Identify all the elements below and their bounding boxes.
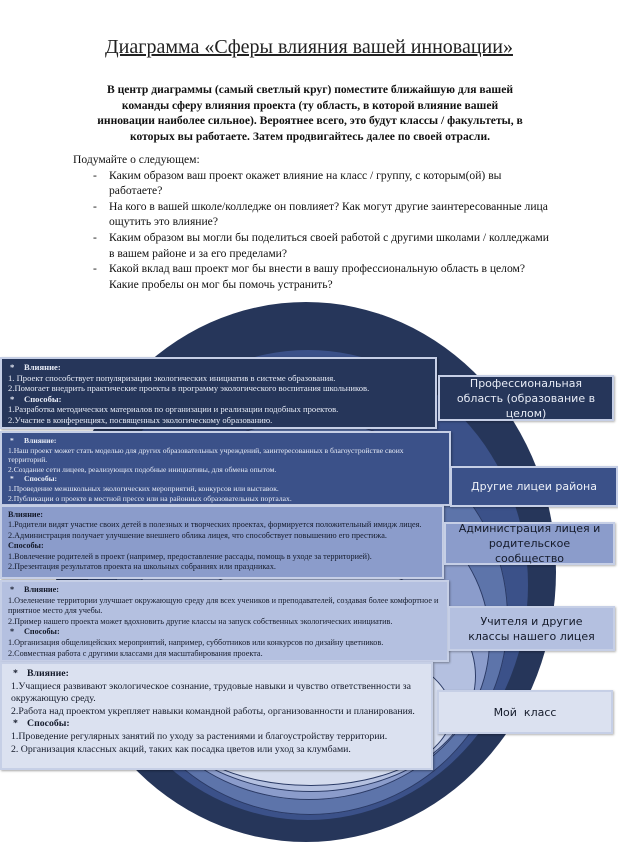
sphere-box-administration bbox=[0, 505, 444, 579]
influence-item: 1.Озеленение территории улучшает окружающую среду для всех учеников и преподавателей, создавая более комфортное и приятное место для учебы. bbox=[8, 595, 439, 616]
method-item: 1.Вовлечение родителей в проект (например, предоставление рассады, помощь в уходе за территорией). bbox=[8, 551, 372, 561]
intro-paragraph: В центр диаграммы (самый светлый круг) поместите ближайшую для вашей команды сферу влияния проекта (ту область, в которой влияние вашей инновации наиболее сильное). Вероятнее всего, это будут классы / факультеты, в которых вы работаете. Затем продвигайтесь далее по своей отрасли. bbox=[97, 83, 523, 143]
influence-item: 2.Пример нашего проекта может вдохновить другие классы на запуск собственных экологических инициатив. bbox=[8, 616, 393, 626]
methods-heading: * Способы: bbox=[13, 718, 70, 730]
influence-heading: * Влияние: bbox=[10, 436, 57, 445]
influence-heading: * Влияние: bbox=[10, 362, 61, 372]
think-heading: Подумайте о следующем: bbox=[73, 153, 200, 166]
influence-heading: * Влияние: bbox=[13, 668, 69, 679]
label-district-lyceums: Другие лицеи района bbox=[450, 466, 618, 507]
methods-heading: * Способы: bbox=[10, 474, 58, 484]
method-item: 2.Участие в конференциях, посвященных экологическому образованию. bbox=[8, 414, 273, 425]
method-item: 2.Совместная работа с другими классами для масштабирования проекта. bbox=[8, 648, 263, 658]
method-item: 2. Организация классных акций, таких как посадка цветов или уход за клумбами. bbox=[11, 743, 351, 755]
influence-item: 1. Проект способствует популяризации экологических инициатив в системе образования. bbox=[8, 372, 336, 383]
question-item: - Каким образом вы могли бы поделиться своей работой с другими школами / колледжами в вашем районе и за его пределами? bbox=[93, 230, 549, 260]
think-section bbox=[73, 152, 553, 292]
methods-heading: Способы: bbox=[8, 541, 44, 551]
methods-heading: * Способы: bbox=[10, 393, 62, 404]
label-teachers: Учителя и другие классы нашего лицея bbox=[448, 606, 615, 651]
method-item: 1.Организация общелицейских мероприятий, например, субботников или конкурсов по дизайну цветников. bbox=[8, 637, 384, 647]
sphere-box-teachers bbox=[0, 580, 449, 662]
question-item: - Каким образом ваш проект окажет влияние на класс / группу, с которым(ой) вы работаете? bbox=[93, 168, 502, 198]
question-item: - На кого в вашей школе/колледже он повлияет? Как могут другие заинтересованные лица ощутить это влияние? bbox=[93, 199, 548, 229]
influence-item: 2.Работа над проектом укрепляет навыки командной работы, организованности и планирования. bbox=[11, 705, 415, 717]
dash-bullet: - bbox=[93, 230, 97, 244]
influence-item: 1.Родители видят участие своих детей в полезных и творческих проектах, формируется положительный имидж лицея. bbox=[8, 520, 422, 530]
sphere-box-my-class bbox=[0, 662, 433, 770]
sphere-box-district bbox=[0, 431, 451, 506]
label-administration: Администрация лицея и родительское сообщество bbox=[444, 522, 615, 565]
method-item: 1.Проведение межшкольных экологических мероприятий, конкурсов или выставок. bbox=[8, 483, 279, 493]
influence-item: 2.Создание сети лицеев, реализующих подобные инициативы, для обмена опытом. bbox=[8, 464, 277, 474]
influence-heading: Влияние: bbox=[8, 510, 43, 519]
method-item: 2.Публикации о проекте в местной прессе или на районных образовательных порталах. bbox=[8, 493, 292, 503]
sphere-box-professional bbox=[0, 357, 437, 429]
method-item: 1.Проведение регулярных занятий по уходу за растениями и благоустройству территории. bbox=[11, 730, 388, 742]
method-item: 1.Разработка методических материалов по организации и реализации подобных проектов. bbox=[8, 404, 339, 415]
dash-bullet: - bbox=[93, 262, 97, 276]
page-title: Диаграмма «Сферы влияния вашей инновации» bbox=[105, 36, 513, 58]
dash-bullet: - bbox=[93, 168, 97, 182]
influence-heading: * Влияние: bbox=[10, 585, 59, 594]
label-my-class: Мой класс bbox=[437, 690, 613, 734]
dash-bullet: - bbox=[93, 199, 97, 213]
label-professional-field: Профессиональная область (образование в целом) bbox=[438, 375, 614, 421]
influence-item: 2.Администрация получает улучшение внешнего облика лицея, что способствует повышению его престижа. bbox=[8, 530, 387, 540]
influence-item: 1.Наш проект может стать моделью для других образовательных учреждений, заинтересованных в благоустройстве своих территорий. bbox=[8, 445, 404, 465]
methods-heading: * Способы: bbox=[10, 627, 60, 637]
question-item: - Какой вклад ваш проект мог бы внести в вашу профессиональную область в целом? Какие пробелы он мог бы помочь устранить? bbox=[93, 262, 526, 291]
influence-item: 1.Учащиеся развивают экологическое сознание, трудовые навыки и чувство ответственности за окружающую среду. bbox=[11, 680, 411, 705]
question-list bbox=[73, 168, 553, 293]
method-item: 2.Презентация результатов проекта на школьных собраниях или праздниках. bbox=[8, 562, 276, 572]
influence-item: 2.Помогает внедрить практические проекты в программу экологического воспитания школьников. bbox=[8, 383, 370, 394]
